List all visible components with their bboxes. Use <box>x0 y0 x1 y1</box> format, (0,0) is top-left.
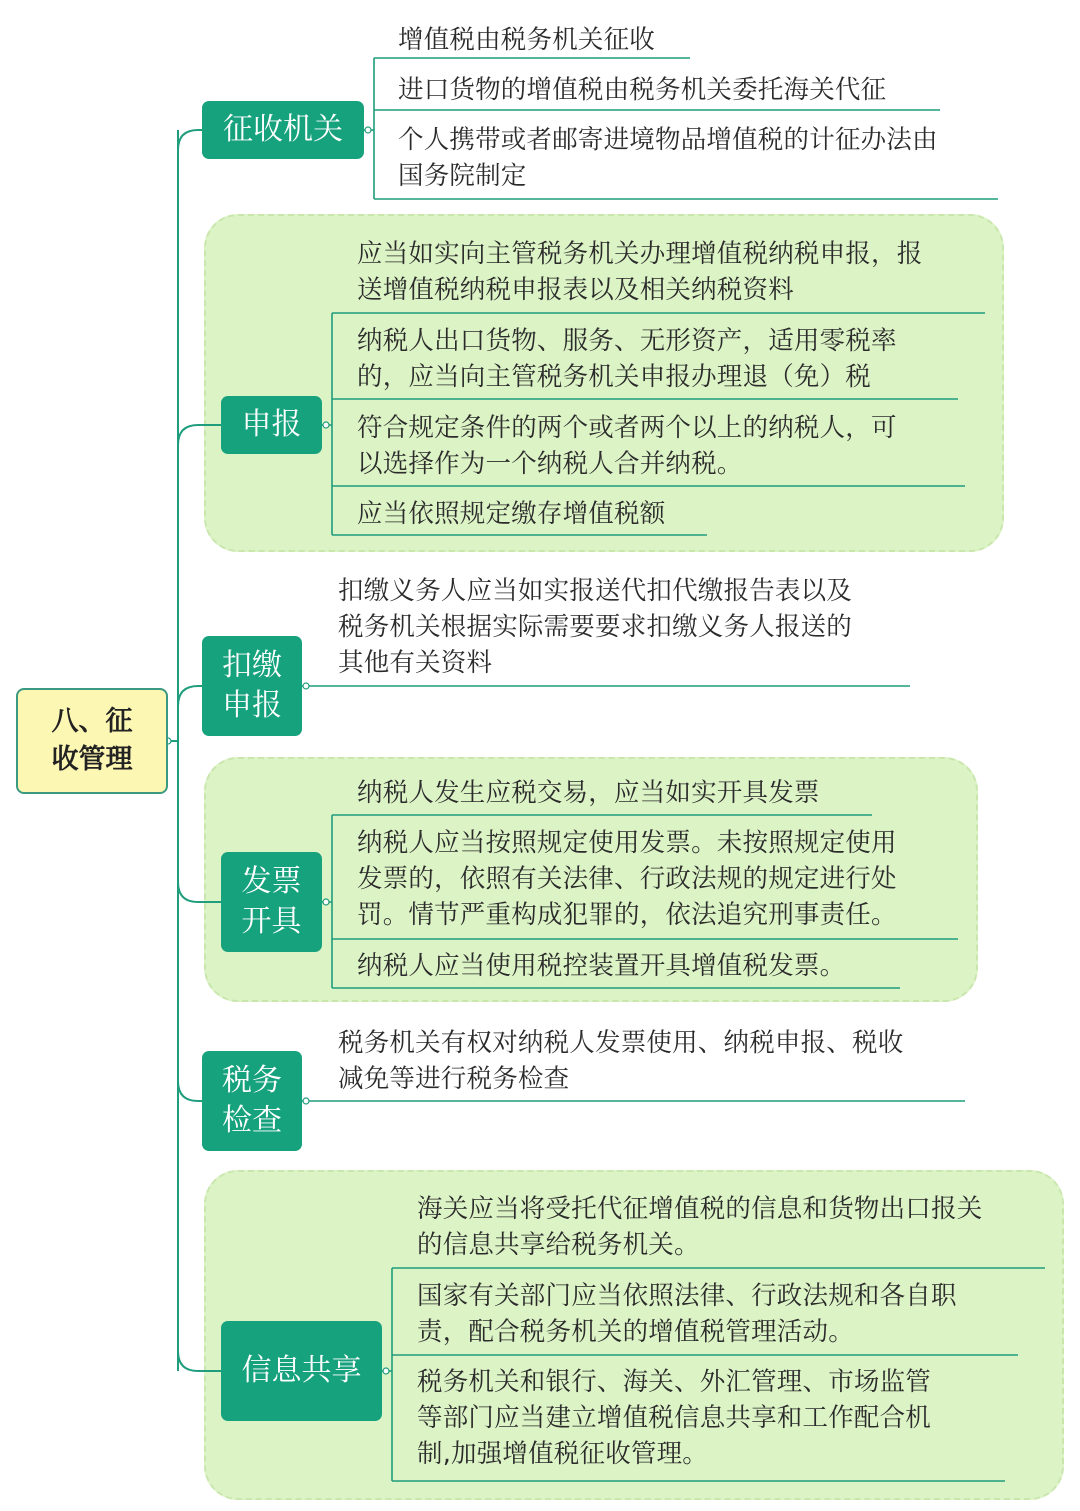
leaf-text: 增值税由税务机关征收 <box>398 25 656 55</box>
branch-xinxi-gongxiang: 信息共享 <box>221 1321 382 1421</box>
leaf-text: 个人携带或者邮寄进境物品增值税的计征办法由 国务院制定 <box>398 125 938 191</box>
leaf-text: 国家有关部门应当依照法律、行政法规和各自职 责，配合税务机关的增值税管理活动。 <box>417 1281 957 1347</box>
connector-jiancha <box>178 1081 202 1101</box>
connector-shenbao <box>178 425 221 445</box>
leaf-text: 符合规定条件的两个或者两个以上的纳税人，可 以选择作为一个纳税人合并纳税。 <box>357 413 897 479</box>
leaf-text: 税务机关和银行、海关、外汇管理、市场监管 等部门应当建立增值税信息共享和工作配合机 制,加强增值税征收管理。 <box>417 1367 932 1469</box>
branch-koujiao-shenbao: 扣缴 申报 <box>202 636 302 736</box>
leaf-text: 税务机关有权对纳税人发票使用、纳税申报、税收 减免等进行税务检查 <box>338 1028 904 1094</box>
branch-shuiwu-jiancha: 税务 检查 <box>202 1051 302 1151</box>
leaf-text: 纳税人应当按照规定使用发票。未按照规定使用 发票的，依照有关法律、行政法规的规定进行处 罚。情节严重构成犯罪的，依法追究刑事责任。 <box>357 828 897 930</box>
leaf-text: 扣缴义务人应当如实报送代扣代缴报告表以及 税务机关根据实际需要要求扣缴义务人报送的 其他有关资料 <box>338 576 853 678</box>
connector-koujiao <box>178 686 202 706</box>
leaf-text: 应当依照规定缴存增值税额 <box>357 499 666 529</box>
leaf-text: 纳税人应当使用税控装置开具增值税发票。 <box>357 951 846 981</box>
leaf-text: 纳税人出口货物、服务、无形资产，适用零税率 的，应当向主管税务机关申报办理退（免）税 <box>357 326 897 392</box>
leaf-text: 进口货物的增值税由税务机关委托海关代征 <box>398 75 887 105</box>
connector-zhengshou <box>178 130 202 150</box>
root-node: 八、征 收管理 <box>16 688 168 794</box>
branch-zhengshou-jiguan: 征收机关 <box>202 101 364 159</box>
connector-fapiao <box>178 882 221 902</box>
leaf-text: 海关应当将受托代征增值税的信息和货物出口报关 的信息共享给税务机关。 <box>417 1194 983 1260</box>
connector-xinxi <box>178 1351 221 1371</box>
leaf-text: 纳税人发生应税交易，应当如实开具发票 <box>357 778 820 808</box>
branch-shenbao: 申报 <box>221 396 322 454</box>
leaf-text: 应当如实向主管税务机关办理增值税纳税申报，报 送增值税纳税申报表以及相关纳税资料 <box>357 239 923 305</box>
branch-fapiao-kaiju: 发票 开具 <box>221 852 322 952</box>
